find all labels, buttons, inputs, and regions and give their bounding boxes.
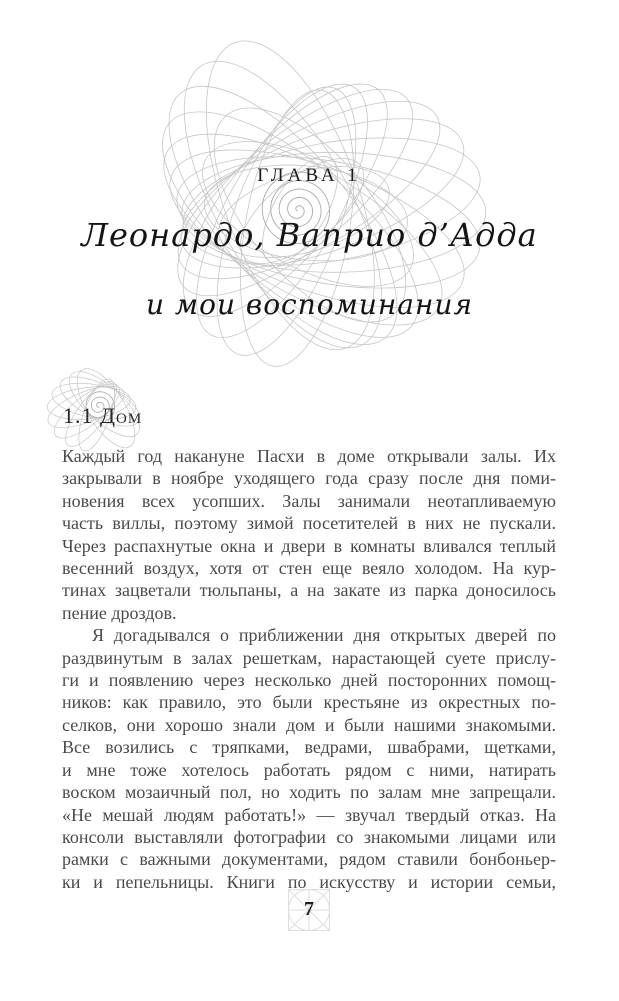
text-line: ги и появлению через несколько дней посторонних помощ- [62, 670, 556, 691]
text-line: весенний воздух, хотя от стен еще веяло холодом. На кур- [62, 558, 556, 579]
text-line: ников: как правило, это были крестьяне из окрестных по- [62, 692, 556, 713]
text-line: закрывали в ноябре уходящего года сразу после дня поми- [62, 468, 556, 489]
text-line: часть виллы, поэтому зимой посетителей в них не пускали. [62, 513, 556, 534]
paragraph [62, 445, 556, 624]
chapter-title-line-1: Леонардо, Ваприо д’Адда [81, 216, 538, 254]
text-line: консоли выставляли фотографии со знакомыми лицами или [62, 826, 556, 847]
section-heading: 1.1 Дом [63, 403, 143, 428]
text-line: Все возились с тряпками, ведрами, швабрами, щетками, [62, 737, 556, 758]
text-line: новения всех усопших. Залы занимали неотапливаемую [62, 490, 556, 511]
text-line: рамки с важными документами, рядом ставили бонбоньер- [62, 849, 556, 870]
body-text [62, 445, 556, 893]
text-line: Я догадывался о приближении дня открытых дверей по [92, 625, 556, 646]
text-line: селков, они хорошо знали дом и были нашими знакомыми. [62, 714, 556, 735]
text-line: Каждый год накануне Пасхи в доме открывали залы. Их [62, 446, 556, 466]
chapter-label: ГЛАВА 1 [257, 165, 361, 186]
text-line: Через распахнутые окна и двери в комнаты вливался теплый [62, 535, 556, 556]
chapter-title-line-2: и мои воспоминания [145, 288, 474, 321]
text-line: пение дроздов. [62, 602, 177, 623]
text-line: воском мозаичный пол, но ходить по залам мне запрещали. [62, 782, 556, 803]
text-line: ки и пепельницы. Книги по искусству и истории семьи, [62, 871, 556, 892]
page-number: 7 [304, 898, 314, 920]
text-line: тинах зацветали тюльпаны, а на закате из парка доносилось [62, 580, 556, 601]
text-line: раздвинутым в залах решеткам, нарастающей суете прислу- [62, 647, 556, 668]
paragraph [62, 624, 556, 893]
text-line: и мне тоже хотелось работать рядом с ними, натирать [62, 759, 556, 780]
text-line: «Не мешай людям работать!» — звучал твердый отказ. На [62, 804, 556, 825]
